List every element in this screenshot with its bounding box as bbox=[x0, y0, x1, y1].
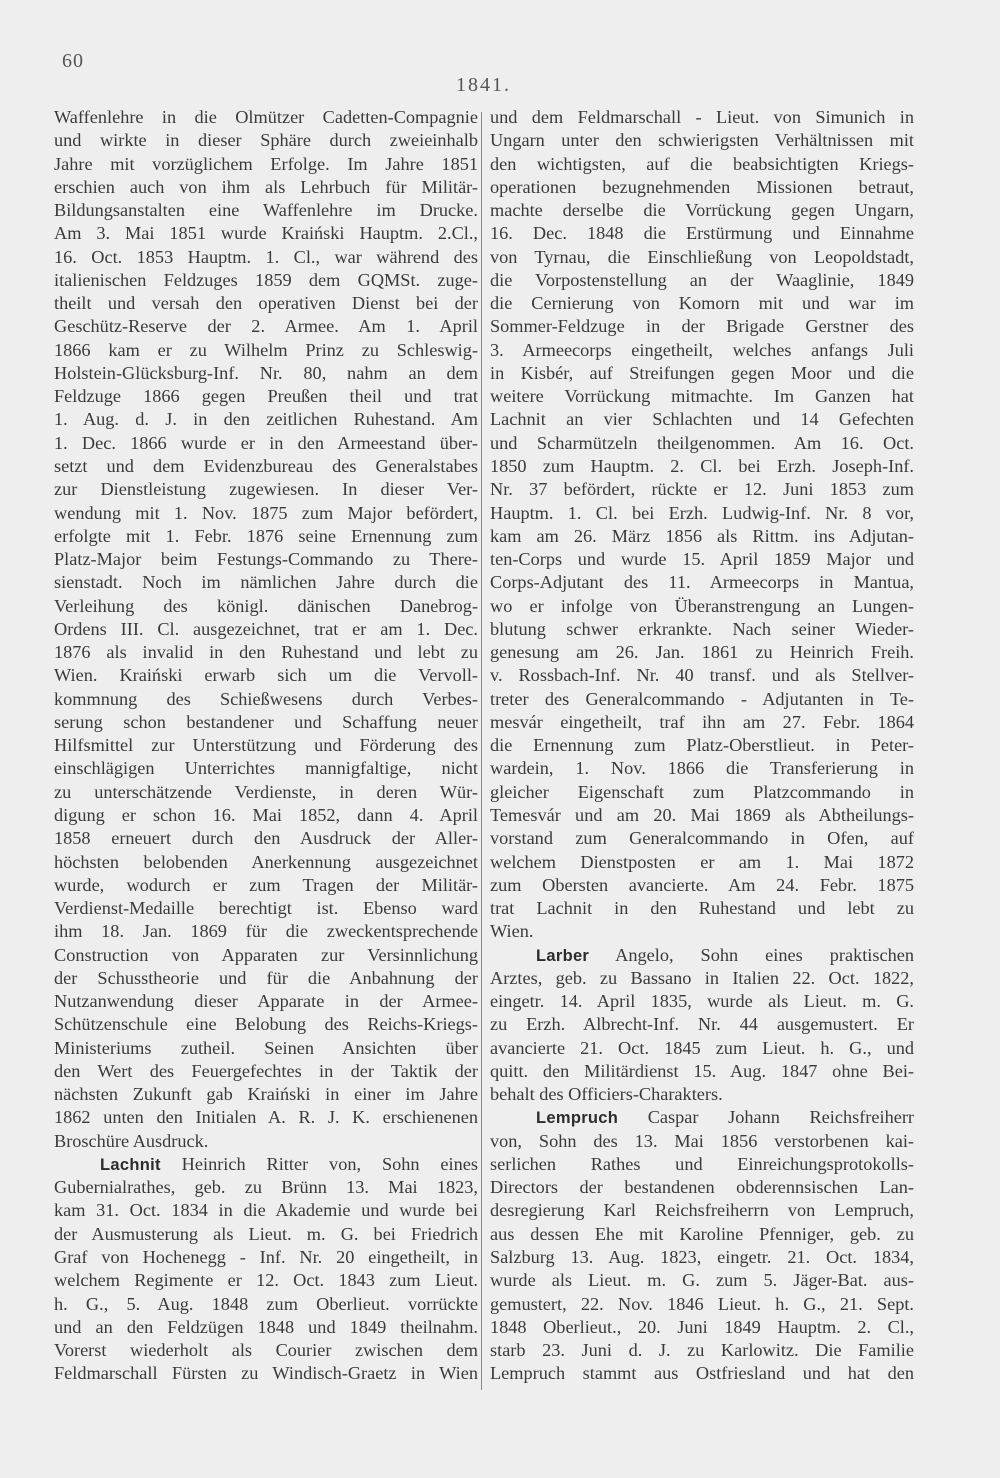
text-line: Geschütz-Reserve der 2. Armee. Am 1. April bbox=[54, 316, 478, 337]
text-line: Verdienst-Medaille berechtigt ist. Ebenso ward bbox=[54, 898, 478, 919]
text-line: eingetr. 14. April 1835, wurde als Lieut. m. G. bbox=[490, 991, 914, 1012]
text-line: den wichtigsten, auf die beabsichtigten Kriegs- bbox=[490, 153, 914, 174]
text-line: 1876 als invalid in den Ruhestand und lebt zu bbox=[54, 642, 478, 663]
text-line: ihm 18. Jan. 1869 für die zweckentsprechende bbox=[54, 921, 478, 942]
text-line: digung er schon 16. Mai 1852, dann 4. April bbox=[54, 804, 478, 825]
text-line: kam 31. Oct. 1834 in die Akademie und wurde bei bbox=[54, 1200, 478, 1221]
text-line: 16. Oct. 1853 Hauptm. 1. Cl., war während des bbox=[54, 246, 478, 267]
text-line: zum Obersten avancierte. Am 24. Febr. 1875 bbox=[490, 874, 914, 895]
text-line: nächsten Zukunft gab Kraiński in einer im Jahre bbox=[54, 1084, 478, 1105]
text-line: und Scharmützeln theilgenommen. Am 16. Oct. bbox=[490, 432, 914, 453]
text-line: wurde, wodurch er zum Tragen der Militär- bbox=[54, 874, 478, 895]
entry-heading-line bbox=[54, 1153, 478, 1176]
text-line: serlichen Rathes und Einreichungsprotokolls- bbox=[490, 1153, 914, 1174]
text-line: Ordens III. Cl. ausgezeichnet, trat er am 1. Dec. bbox=[54, 618, 478, 639]
right-text-column bbox=[490, 106, 914, 1386]
text-line: Salzburg 13. Aug. 1823, eingetr. 21. Oct. 1834, bbox=[490, 1247, 914, 1268]
entry-text: Angelo, Sohn eines praktischen bbox=[589, 944, 914, 965]
text-line: 3. Armeecorps eingetheilt, welches anfangs Juli bbox=[490, 339, 914, 360]
text-line: von Tyrnau, die Einschließung von Leopoldstadt, bbox=[490, 246, 914, 267]
text-line: Schützenschule eine Belobung des Reichs-Kriegs- bbox=[54, 1014, 478, 1035]
text-line: wardein, 1. Nov. 1866 die Transferierung in bbox=[490, 758, 914, 779]
text-line: behalt des Officiers-Charakters. bbox=[490, 1084, 723, 1105]
entry-text: Caspar Johann Reichsfreiherr bbox=[618, 1107, 914, 1128]
text-line: 1850 zum Hauptm. 2. Cl. bei Erzh. Joseph-Inf. bbox=[490, 455, 914, 476]
entry-text: Heinrich Ritter von, Sohn eines bbox=[160, 1153, 478, 1174]
text-line: starb 23. Juni d. J. zu Karlowitz. Die Familie bbox=[490, 1340, 914, 1361]
text-line: Arztes, geb. zu Bassano in Italien 22. Oct. 1822, bbox=[490, 967, 914, 988]
text-line: Graf von Hochenegg - Inf. Nr. 20 eingetheilt, in bbox=[54, 1247, 478, 1268]
text-line: 16. Dec. 1848 die Erstürmung und Einnahme bbox=[490, 223, 914, 244]
text-line: italienischen Feldzuges 1859 dem GQMSt. zuge- bbox=[54, 269, 478, 290]
text-line: Jahre mit vorzüglichem Erfolge. Im Jahre 1851 bbox=[54, 153, 478, 174]
text-line: Vorerst wiederholt als Courier zwischen dem bbox=[54, 1340, 478, 1361]
entry-name: Lempruch bbox=[536, 1109, 619, 1128]
text-line: operationen bezugnehmenden Missionen betraut, bbox=[490, 176, 914, 197]
text-line: wendung mit 1. Nov. 1875 zum Major befördert, bbox=[54, 502, 478, 523]
text-line: 1862 unten den Initialen A. R. J. K. erschienenen bbox=[54, 1107, 478, 1128]
text-line: machte derselbe die Vorrückung gegen Ungarn, bbox=[490, 200, 914, 221]
page-number: 60 bbox=[62, 50, 84, 72]
text-line: einschlägigen Unterrichtes mannigfaltige, nicht bbox=[54, 758, 478, 779]
text-line: Lempruch stammt aus Ostfriesland und hat den bbox=[490, 1363, 914, 1384]
text-line: Ministeriums zutheil. Seinen Ansichten über bbox=[54, 1037, 478, 1058]
text-line: zu unterschätzende Verdienste, in deren Wür- bbox=[54, 781, 478, 802]
text-line: Directors der bestandenen obderennsischen Lan- bbox=[490, 1177, 914, 1198]
text-line: Verleihung des königl. dänischen Danebrog- bbox=[54, 595, 478, 616]
text-line: gleicher Eigenschaft zum Platzcommando in bbox=[490, 781, 914, 802]
entry-heading-line bbox=[490, 1106, 914, 1129]
text-line: Wien. bbox=[490, 921, 534, 942]
text-line: und dem Feldmarschall - Lieut. von Simunich in bbox=[490, 107, 914, 127]
text-line: Ungarn unter den schwierigsten Verhältnissen mit bbox=[490, 130, 914, 151]
text-line: aus dessen Ehe mit Karoline Pfenniger, geb. zu bbox=[490, 1223, 914, 1244]
text-line: der Schusstheorie und für die Anbahnung der bbox=[54, 967, 478, 988]
text-line: die Ernennung zum Platz-Oberstlieut. in Peter- bbox=[490, 735, 914, 756]
text-line: wurde als Lieut. m. G. zum 5. Jäger-Bat. aus- bbox=[490, 1270, 914, 1291]
text-line: wo er infolge von Überanstrengung an Lungen- bbox=[490, 595, 914, 616]
text-line: den Wert des Feuergefechtes in der Taktik der bbox=[54, 1060, 478, 1081]
text-line: und an den Feldzügen 1848 und 1849 theilnahm. bbox=[54, 1316, 478, 1337]
text-line: serung schon bestandener und Schaffung neuer bbox=[54, 711, 478, 732]
text-line: und wirkte in dieser Sphäre durch zweieinhalb bbox=[54, 130, 478, 151]
text-line: trat Lachnit in den Ruhestand und lebt zu bbox=[490, 898, 914, 919]
text-line: welchem Regimente er 12. Oct. 1843 zum Lieut. bbox=[54, 1270, 478, 1291]
text-line: 1866 kam er zu Wilhelm Prinz zu Schleswig- bbox=[54, 339, 478, 360]
text-line: Construction von Apparaten zur Versinnlichung bbox=[54, 944, 478, 965]
entry-heading-line bbox=[490, 944, 914, 967]
text-line: setzt und dem Evidenzbureau des Generalstabes bbox=[54, 455, 478, 476]
text-line: Hilfsmittel zur Unterstützung und Förderung des bbox=[54, 735, 478, 756]
text-line: kam am 26. März 1856 als Rittm. ins Adjutan- bbox=[490, 525, 914, 546]
text-line: Feldzuge 1866 gegen Preußen theil und trat bbox=[54, 386, 478, 407]
text-line: ten-Corps und wurde 15. April 1859 Major und bbox=[490, 549, 914, 570]
entry-name: Larber bbox=[536, 946, 590, 965]
text-line: Nr. 37 befördert, rückte er 12. Juni 1853 zum bbox=[490, 479, 914, 500]
text-line: 1848 Oberlieut., 20. Juni 1849 Hauptm. 2. Cl., bbox=[490, 1316, 914, 1337]
text-line: Hauptm. 1. Cl. bei Erzh. Ludwig-Inf. Nr. 8 vor, bbox=[490, 502, 914, 523]
text-line: 1858 erneuert durch den Ausdruck der Aller- bbox=[54, 828, 478, 849]
entry-name: Lachnit bbox=[100, 1155, 161, 1174]
text-line: Bildungsanstalten eine Waffenlehre im Drucke. bbox=[54, 200, 478, 221]
text-line: v. Rossbach-Inf. Nr. 40 transf. und als Stellver- bbox=[490, 665, 914, 686]
text-line: quitt. den Militärdienst 15. Aug. 1847 ohne Bei- bbox=[490, 1060, 914, 1081]
text-line: Lachnit an vier Schlachten und 14 Gefechten bbox=[490, 409, 914, 430]
text-line: Broschüre Ausdruck. bbox=[54, 1130, 209, 1151]
text-line: genesung am 26. Jan. 1861 zu Heinrich Freih. bbox=[490, 642, 914, 663]
text-line: in Kisbér, auf Streifungen gegen Moor und die bbox=[490, 362, 914, 383]
text-line: erfolgte mit 1. Febr. 1876 seine Ernennung zum bbox=[54, 525, 478, 546]
text-line: Gubernialrathes, geb. zu Brünn 13. Mai 1823, bbox=[54, 1177, 478, 1198]
text-line: sienstadt. Noch im nämlichen Jahre durch die bbox=[54, 572, 478, 593]
text-line: mesvár eingetheilt, traf ihn am 27. Febr. 1864 bbox=[490, 711, 914, 732]
text-line: Feldmarschall Fürsten zu Windisch-Graetz in Wien bbox=[54, 1363, 478, 1384]
text-line: kommnung des Schießwesens durch Verbes- bbox=[54, 688, 478, 709]
text-line: erschien auch von ihm als Lehrbuch für Militär- bbox=[54, 176, 478, 197]
text-line: gemustert, 22. Nov. 1846 Lieut. h. G., 21. Sept. bbox=[490, 1293, 914, 1314]
text-line: blutung schwer erkrankte. Nach seiner Wieder- bbox=[490, 618, 914, 639]
text-line: treter des Generalcommando - Adjutanten in Te- bbox=[490, 688, 914, 709]
text-line: zu Erzh. Albrecht-Inf. Nr. 44 ausgemustert. Er bbox=[490, 1014, 914, 1035]
text-line: welchem Dienstposten er am 1. Mai 1872 bbox=[490, 851, 914, 872]
left-text-column bbox=[54, 106, 478, 1386]
text-line: 1. Dec. 1866 wurde er in den Armeestand über- bbox=[54, 432, 478, 453]
text-line: Temesvár und am 20. Mai 1869 als Abtheilungs- bbox=[490, 804, 914, 825]
column-divider bbox=[481, 112, 482, 1390]
text-line: theilt und versah den operativen Dienst bei der bbox=[54, 293, 478, 314]
running-header-year: 1841. bbox=[456, 74, 511, 96]
text-line: desregierung Karl Reichsfreiherrn von Lempruch, bbox=[490, 1200, 914, 1221]
text-line: Wien. Kraiński erwarb sich um die Vervoll- bbox=[54, 665, 478, 686]
text-line: Sommer-Feldzuge in der Brigade Gerstner des bbox=[490, 316, 914, 337]
text-line: weitere Vorrückung mitmachte. Im Ganzen hat bbox=[490, 386, 914, 407]
text-line: die Vorpostenstellung an der Waaglinie, 1849 bbox=[490, 269, 914, 290]
text-line: die Cernierung von Komorn mit und war im bbox=[490, 293, 914, 314]
text-line: avancierte 21. Oct. 1845 zum Lieut. h. G., und bbox=[490, 1037, 914, 1058]
text-line: Platz-Major beim Festungs-Commando zu There- bbox=[54, 549, 478, 570]
text-line: der Ausmusterung als Lieut. m. G. bei Friedrich bbox=[54, 1223, 478, 1244]
text-line: zur Dienstleistung zugewiesen. In dieser Ver- bbox=[54, 479, 478, 500]
text-line: vorstand zum Generalcommando in Ofen, auf bbox=[490, 828, 914, 849]
text-line: 1. Aug. d. J. in den zeitlichen Ruhestand. Am bbox=[54, 409, 478, 430]
text-line: Waffenlehre in die Olmützer Cadetten-Compagnie bbox=[54, 107, 478, 127]
text-line: höchsten belobenden Anerkennung ausgezeichnet bbox=[54, 851, 478, 872]
text-line: Nutzanwendung dieser Apparate in der Armee- bbox=[54, 991, 478, 1012]
text-line: Holstein-Glücksburg-Inf. Nr. 80, nahm an dem bbox=[54, 362, 478, 383]
text-line: Corps-Adjutant des 11. Armeecorps in Mantua, bbox=[490, 572, 914, 593]
text-line: von, Sohn des 13. Mai 1856 verstorbenen kai- bbox=[490, 1130, 914, 1151]
text-line: h. G., 5. Aug. 1848 zum Oberlieut. vorrückte bbox=[54, 1293, 478, 1314]
text-line: Am 3. Mai 1851 wurde Kraiński Hauptm. 2.Cl., bbox=[54, 223, 478, 244]
